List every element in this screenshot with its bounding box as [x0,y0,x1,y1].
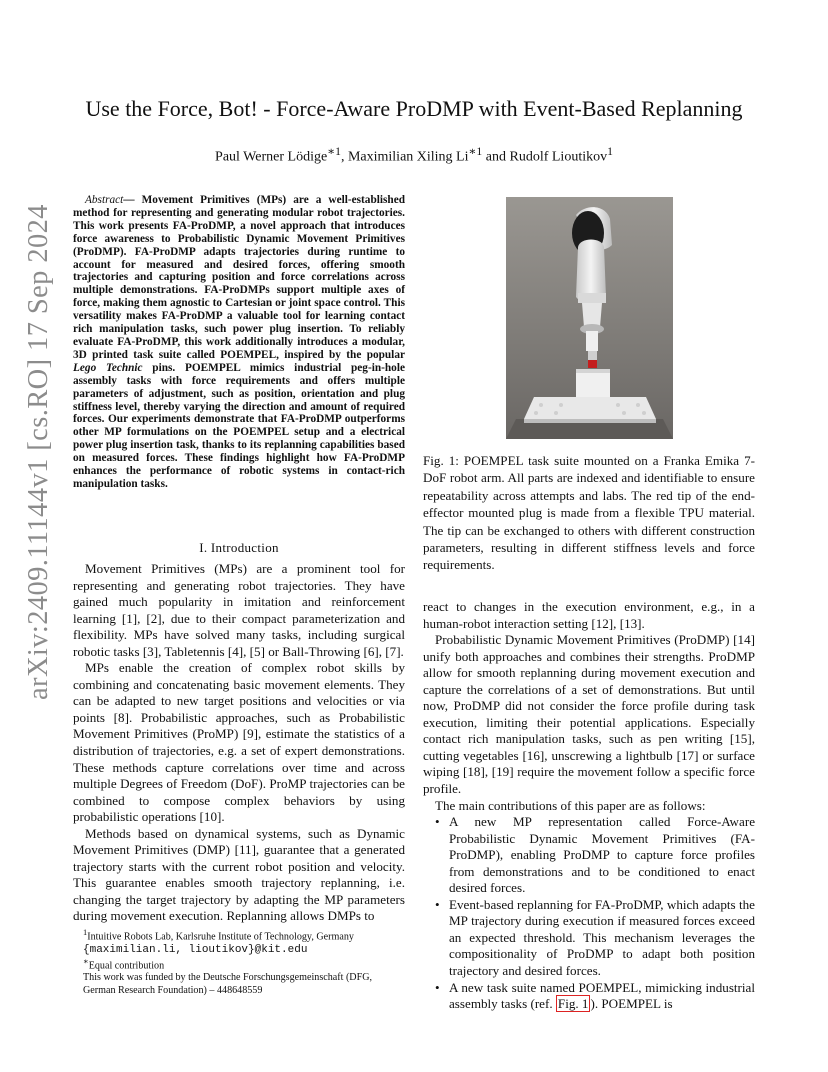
footnote-equal-contribution [73,956,405,973]
author-name: Maximilian Xiling Li [347,149,469,165]
footnote-funding: This work was funded by the Deutsche Forschungsgemeinschaft (DFG, German Research Foundation) – 448648559 [83,972,373,996]
paper-title: Use the Force, Bot! - Force-Aware ProDMP with Event-Based Replanning [85,96,743,121]
figure-1-robot-photo [506,197,673,439]
list-item: • Event-based replanning for FA-ProDMP, which adapts the MP trajectory during execution if measured forces exceed an expected threshold. This mechanism leverages the compositionality of ProDMP to adapt both position trajectory and desired forces. [423,897,755,980]
footnote-mark: 1 [83,928,88,937]
author-affiliation-mark: ∗1 [327,145,341,158]
footnote-affiliation [73,927,405,956]
arxiv-identifier[interactable]: arXiv:2409.11144v1 [cs.RO] 17 Sep 2024 [23,204,54,700]
abstract-heading: Abstract [85,194,124,206]
figure-1-caption: Fig. 1: POEMPEL task suite mounted on a Franka Emika 7-DoF robot arm. All parts are indexed and identifiable to ensure repeatability across attempts and labs. The red tip of the end-effector mounted plug is made from a flexible TPU material. The tip can be exchanged to others with different construction parameters, resulting in different stiffness levels and force requirements. [423,453,755,573]
list-item-text: ). POEMPEL is [590,996,673,1012]
contributions-list [423,814,755,1013]
author-name: Paul Werner Lödige [215,149,328,165]
author-name: Rudolf Lioutikov [509,149,608,165]
footnote-text: Equal contribution [88,960,165,972]
paragraph: MPs enable the creation of complex robot skills by combining and concatenating basic movement elements. They can be adapted to new target positions and velocities or via points [8]. Probabilistic approaches, such as Probabilistic Movement Primitives (ProMP) [9], estimate the statistics of a distribution of trajectories, e.g. a set of expert demonstrations. These methods capture correlations over time and across multiple Degrees of Freedom (DoF). ProMP trajectories can be combined to compose complex behaviors by using probabilistic operations [10]. [73,660,405,825]
list-item [423,980,755,1013]
abstract-text: Movement Primitives (MPs) are a well-established method for representing and generating modular robot trajectories. This work presents FA-ProDMP, a novel approach that introduces force awareness to Probabilistic Dynamic Movement Primitives (ProDMP). FA-ProDMP adapts trajectories during runtime to account for measured and desired forces, offering smooth trajectories and capturing position and force correlations across multiple demonstrations. FA-ProDMPs support multiple axes of force, making them agnostic to Cartesian or joint space control. This versatility makes FA-ProDMP a valuable tool for learning contact rich manipulation tasks, such power plug insertion. To reliably evaluate FA-ProDMP, this work additionally introduces a modular, 3D printed task suite called POEMPEL, inspired by the popular [73,194,405,361]
abstract-dash: — [123,194,142,206]
paragraph: react to changes in the execution environment, e.g., in a human-robot interaction setting [12], [13]. [423,599,755,631]
figure-1-link[interactable]: Fig. 1 [557,996,589,1012]
section-heading-introduction: I. Introduction [199,540,279,555]
author-affiliation-mark: 1 [607,145,613,158]
paragraph: Movement Primitives (MPs) are a prominent tool for representing and generating robot trajectories. They have gained much popularity in imitation and reinforcement learning [1], [2], due to their compact parameterization and flexibility. MPs have solved many tasks, including surgical robotic tasks [3], Tabletennis [4], [5] or Ball-Throwing [6], [7]. [73,561,405,659]
paragraph: Probabilistic Dynamic Movement Primitives (ProDMP) [14] unify both approaches and combines their strengths. ProDMP allow for smooth replanning during movement execution and capture the correlations of a set of demonstrations. But until now, ProDMP did not consider the force profile during task execution, limiting their potential applications. Especially contact rich manipulation tasks, such as pen writing [15], cutting vegetables [16], unscrewing a lightbulb [17] or surface wiping [18], [19] require the movement follow a specific force profile. [423,632,755,797]
list-item: • A new MP representation called Force-Aware Probabilistic Dynamic Movement Primitives (FA-ProDMP), enabling ProDMP to capture force profiles from demonstrations and to be conditioned to enact desired forces. [423,814,755,897]
footnotes [73,927,405,997]
author-separator: , [340,149,348,165]
author-separator: and [482,149,510,165]
list-item-text: A new task suite named POEMPEL, mimicking industrial assembly tasks (ref. [449,979,755,1012]
abstract [73,194,405,491]
paragraph: Methods based on dynamical systems, such as Dynamic Movement Primitives (DMP) [11], guarantee that a generated trajectory starts with the current robot position and velocity. This guarantee enables smooth trajectory replanning, i.e. changing the target trajectory by adapting the MP parameters during movement execution. Replanning allows DMPs to [73,825,405,924]
robot-arm-illustration [506,197,673,439]
abstract-emphasis: Lego Technic [73,361,143,374]
footnote-email[interactable]: {maximilian.li, lioutikov}@kit.edu [83,943,308,956]
footnote-mark: ∗ [83,956,89,966]
paragraph: The main contributions of this paper are as follows: [435,797,706,813]
introduction-body [73,561,405,925]
right-column-body [423,599,755,1013]
footnote-text: Intuitive Robots Lab, Karlsruhe Institute of Technology, Germany [87,931,354,943]
abstract-text: pins. POEMPEL mimics industrial peg-in-hole assembly tasks with force requirements and offers multiple parameters of adjustment, such as position, orientation and plug stiffness level, thereby varying the direction and amount of required forces. Our experiments demonstrate that FA-ProDMP outperforms other MP formulations on the POEMPEL setup and a electrical power plug insertion task, thanks to its replanning capabilities based on measured forces. These findings highlight how FA-ProDMP enhances the performance of robotic systems in contact-rich manipulation tasks. [73,361,405,490]
author-list [60,142,768,168]
author-affiliation-mark: ∗1 [468,145,483,158]
